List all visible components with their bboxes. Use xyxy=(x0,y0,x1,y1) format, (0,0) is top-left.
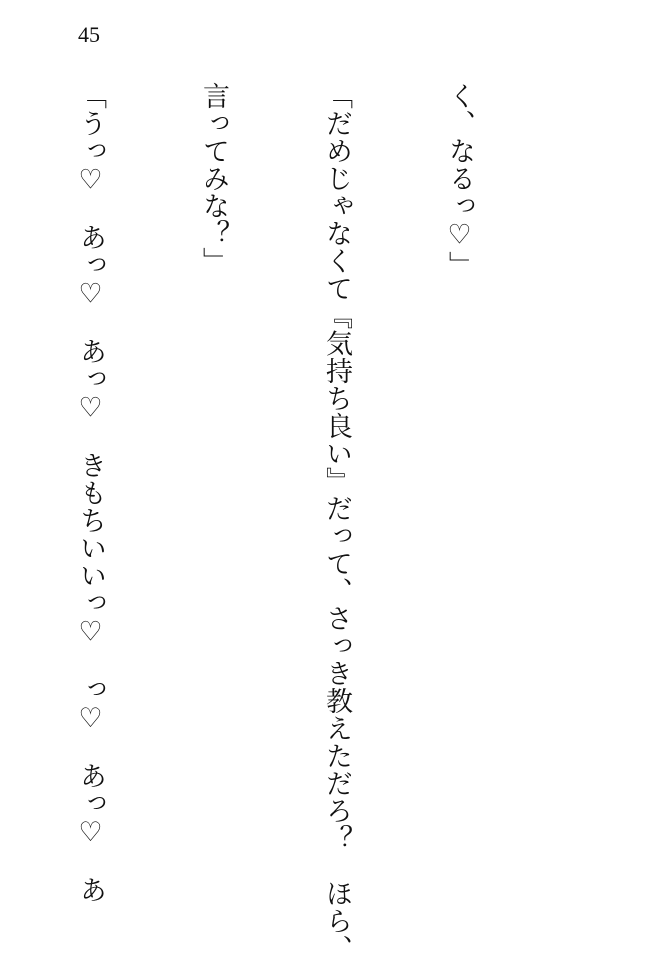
text-line: 言ってみな？」 xyxy=(198,82,229,275)
body-text xyxy=(0,82,562,962)
text-line: 「うっ♡ あっ♡ あっ♡ きもちいいっ♡ っ♡ あっ♡ あ xyxy=(75,82,106,904)
text-line: 「だめじゃなくて『気持ち良い』だって、さっき教えただろ？ ほら、 xyxy=(321,82,352,962)
page-number: 45 xyxy=(78,22,100,47)
text-line: く、なるっ♡」 xyxy=(444,82,475,279)
